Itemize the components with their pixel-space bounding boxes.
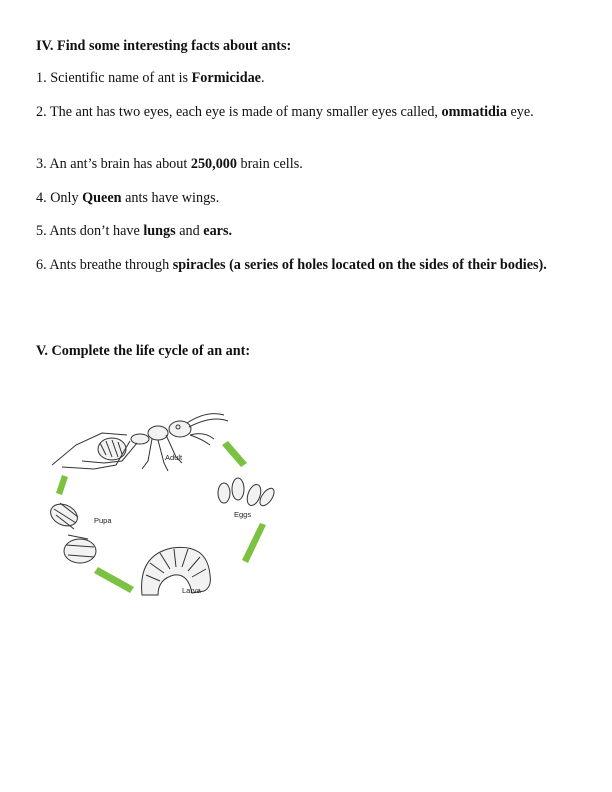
label-pupa: Pupa — [94, 516, 112, 525]
fact-1: 1. Scientific name of ant is Formicidae. — [36, 70, 265, 86]
fact-2: 2. The ant has two eyes, each eye is made of many smaller eyes called, ommatidia eye. — [36, 104, 534, 120]
fact-4: 4. Only Queen ants have wings. — [36, 190, 220, 206]
arrow-eggs-to-larva — [242, 523, 266, 563]
arrow-adult-to-eggs — [222, 441, 247, 467]
arrow-larva-to-pupa — [94, 567, 134, 593]
fact-3: 3. An ant’s brain has about 250,000 brain cells. — [36, 156, 303, 172]
section-5-heading: V. Complete the life cycle of an ant: — [36, 343, 251, 359]
ant-life-cycle-diagram — [42, 405, 292, 605]
label-eggs: Eggs — [234, 510, 252, 519]
adult-ant-illustration — [52, 414, 228, 471]
arrow-pupa-to-adult — [56, 475, 68, 495]
fact-6: 6. Ants breathe through spiracles (a series of holes located on the sides of their bodies). — [36, 257, 547, 273]
label-larva: Larva — [182, 586, 201, 595]
label-adult: Adult — [165, 453, 183, 462]
section-4-heading: IV. Find some interesting facts about ants: — [36, 38, 292, 54]
pupa-illustration — [47, 500, 96, 563]
fact-5: 5. Ants don’t have lungs and ears. — [36, 223, 233, 239]
eggs-illustration — [218, 478, 277, 508]
